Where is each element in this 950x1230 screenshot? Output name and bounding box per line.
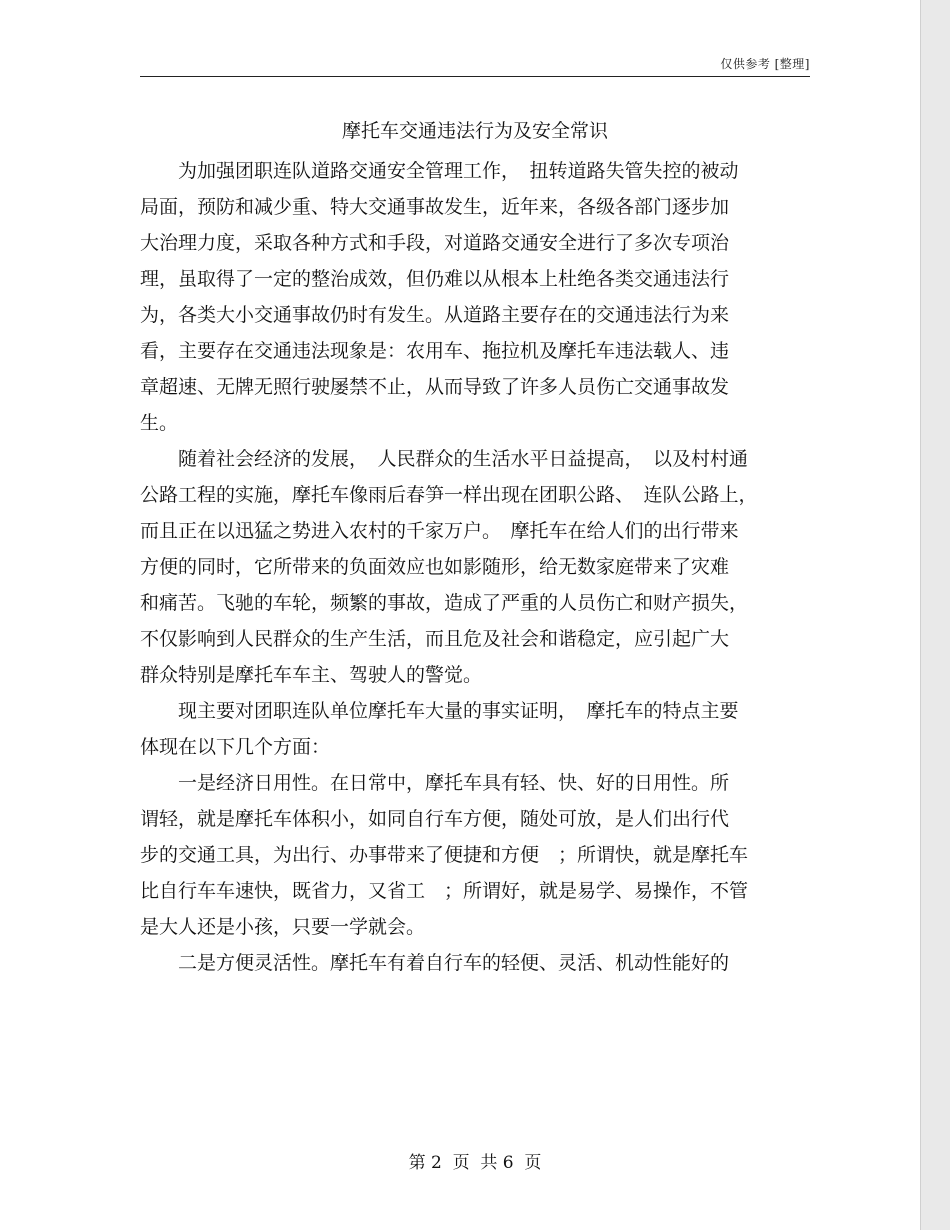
text-line: 看，主要存在交通违法现象是：农用车、拖拉机及摩托车违法载人、违 <box>140 340 730 362</box>
body-paragraph <box>140 693 810 765</box>
text-line: 步的交通工具，为出行、办事带来了便捷和方便 ；所谓快，就是摩托车 <box>140 844 749 866</box>
text-line: 不仅影响到人民群众的生产生活，而且危及社会和谐稳定，应引起广大 <box>140 628 730 650</box>
text-line: 方便的同时，它所带来的负面效应也如影随形，给无数家庭带来了灾难 <box>140 556 730 578</box>
document-body <box>140 153 810 981</box>
header-rule <box>140 76 810 77</box>
text-line: 公路工程的实施，摩托车像雨后春笋一样出现在团职公路、 连队公路上， <box>140 484 758 506</box>
text-line: 章超速、无牌无照行驶屡禁不止，从而导致了许多人员伤亡交通事故发 <box>140 376 730 398</box>
text-line: 生。 <box>140 412 179 434</box>
text-line: 群众特别是摩托车车主、驾驶人的警觉。 <box>140 664 483 686</box>
text-line: 体现在以下几个方面： <box>140 736 331 758</box>
text-line: 为，各类大小交通事故仍时有发生。从道路主要存在的交通违法行为来 <box>140 304 730 326</box>
text-line: 局面，预防和减少重、特大交通事故发生，近年来，各级各部门逐步加 <box>140 196 730 218</box>
text-line: 随着社会经济的发展， 人民群众的生活水平日益提高， 以及村村通 <box>140 448 749 470</box>
text-line: 理，虽取得了一定的整治成效，但仍难以从根本上杜绝各类交通违法行 <box>140 268 730 290</box>
text-line: 比自行车车速快，既省力，又省工 ；所谓好，就是易学、易操作，不管 <box>140 880 749 902</box>
text-line: 现主要对团职连队单位摩托车大量的事实证明， 摩托车的特点主要 <box>140 700 739 722</box>
text-line: 为加强团职连队道路交通安全管理工作， 扭转道路失管失控的被动 <box>140 160 739 182</box>
body-paragraph <box>140 441 810 693</box>
body-paragraph <box>140 945 810 981</box>
text-line: 是大人还是小孩，只要一学就会。 <box>140 916 426 938</box>
text-line: 谓轻，就是摩托车体积小，如同自行车方便，随处可放，是人们出行代 <box>140 808 730 830</box>
text-line: 和痛苦。飞驰的车轮，频繁的事故，造成了严重的人员伤亡和财产损失， <box>140 592 749 614</box>
text-line: 大治理力度，采取各种方式和手段，对道路交通安全进行了多次专项治 <box>140 232 730 254</box>
text-line: 而且正在以迅猛之势进入农村的千家万户。 摩托车在给人们的出行带来 <box>140 520 739 542</box>
body-paragraph <box>140 765 810 945</box>
document-title: 摩托车交通违法行为及安全常识 <box>341 120 608 142</box>
page-header: 仅供参考 [整理] <box>720 57 810 71</box>
text-line: 二是方便灵活性。摩托车有着自行车的轻便、灵活、机动性能好的 <box>140 952 730 974</box>
page-footer: 第 2 页 共 6 页 <box>408 1153 542 1173</box>
body-paragraph <box>140 153 810 441</box>
text-line: 一是经济日用性。在日常中，摩托车具有轻、快、好的日用性。所 <box>140 772 730 794</box>
